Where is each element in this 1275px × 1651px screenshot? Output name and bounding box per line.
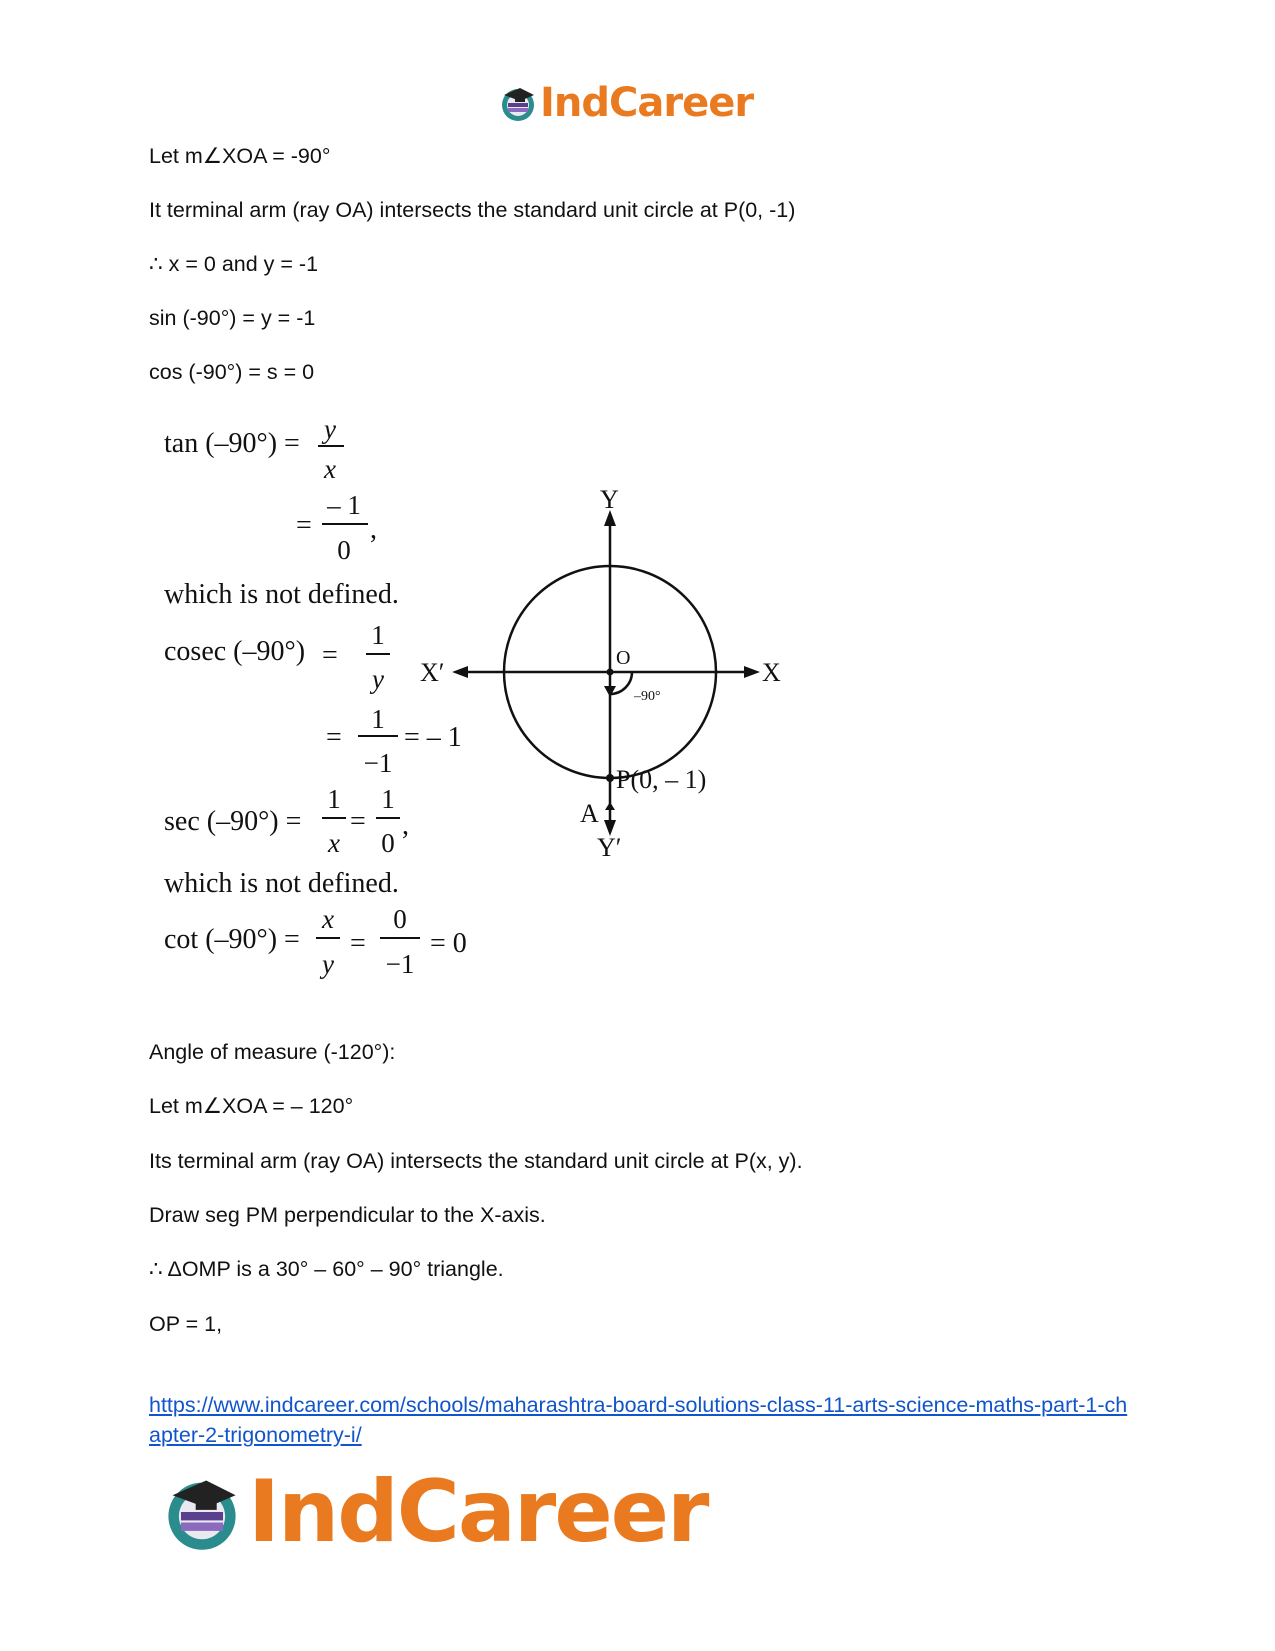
tan-denominator: x	[324, 454, 336, 484]
point-p	[606, 774, 614, 782]
text-line: Its terminal arm (ray OA) intersects the standard unit circle at P(x, y).	[149, 1149, 803, 1173]
text-line: Draw seg PM perpendicular to the X-axis.	[149, 1203, 546, 1227]
cot-result: = 0	[430, 928, 467, 959]
text-line: It terminal arm (ray OA) intersects the standard unit circle at P(0, -1)	[149, 198, 796, 222]
sec-lhs: sec (–90°) =	[164, 806, 302, 837]
origin-point	[607, 669, 614, 676]
angle-arrowhead	[604, 686, 616, 697]
cosec-denominator: y	[372, 664, 384, 694]
text-line: cos (-90°) = s = 0	[149, 360, 315, 384]
label-x: X	[762, 658, 781, 687]
logo-text: IndCareer	[540, 80, 754, 126]
graduation-cap-globe-icon	[160, 1470, 244, 1554]
equals-sign: =	[296, 510, 312, 541]
text-line: OP = 1,	[149, 1312, 223, 1336]
zero-denominator: 0	[337, 535, 351, 565]
cosec2-result: = – 1	[404, 722, 462, 753]
label-origin: O	[616, 647, 631, 669]
cosec-numerator: 1	[371, 620, 385, 650]
text-line: sin (-90°) = y = -1	[149, 306, 316, 330]
label-angle: –90°	[634, 689, 661, 704]
not-defined-text: which is not defined.	[164, 579, 399, 610]
label-y-prime: Y′	[597, 833, 622, 862]
logo-text: IndCareer	[248, 1462, 708, 1562]
trig-figure	[150, 418, 800, 1008]
comma: ,	[402, 810, 409, 841]
minus-one-numerator: – 1	[327, 490, 361, 520]
label-y: Y	[600, 485, 619, 514]
equals-sign: =	[322, 640, 338, 671]
text-line: ∴ ΔOMP is a 30° – 60° – 90° triangle.	[149, 1257, 504, 1281]
cosec-lhs: cosec (–90°)	[164, 636, 306, 667]
label-a: A	[580, 799, 599, 828]
text-line: Angle of measure (-120°):	[149, 1040, 396, 1064]
x-prime-arrowhead	[452, 666, 468, 678]
header-logo	[498, 78, 753, 128]
cot-lhs: cot (–90°) =	[164, 924, 300, 955]
cot-numerator-1: x	[322, 904, 334, 934]
sec-numerator-1: 1	[327, 784, 341, 814]
sec-numerator-2: 1	[381, 784, 395, 814]
cosec2-numerator: 1	[371, 704, 385, 734]
cot-numerator-2: 0	[393, 904, 407, 934]
equals-sign: =	[350, 806, 366, 837]
unit-circle-diagram	[460, 518, 752, 828]
equals-sign: =	[350, 928, 366, 959]
sec-denominator-2: 0	[381, 828, 395, 858]
text-line: Let m∠XOA = -90°	[149, 144, 331, 168]
graduation-cap-globe-icon	[498, 83, 538, 123]
label-point-p: P(0, – 1)	[616, 765, 707, 794]
sec-denominator-1: x	[328, 828, 340, 858]
comma: ,	[370, 514, 377, 545]
ray-arrowhead	[605, 802, 615, 810]
cot-denominator-1: y	[322, 949, 334, 979]
text-line: ∴ x = 0 and y = -1	[149, 252, 319, 276]
x-arrowhead	[744, 666, 760, 678]
text-line: Let m∠XOA = – 120°	[149, 1094, 354, 1118]
not-defined-text: which is not defined.	[164, 868, 399, 899]
tan-numerator: y	[324, 418, 336, 444]
equals-sign: =	[326, 722, 342, 753]
cot-denominator-2: −1	[385, 949, 415, 979]
label-x-prime: X′	[420, 658, 445, 687]
source-link[interactable]: https://www.indcareer.com/schools/maharashtra-board-solutions-class-11-arts-science-maths-part-1-chapter-2-trigonometry-i/	[149, 1393, 1128, 1447]
cosec2-denominator: −1	[363, 748, 393, 778]
footer-logo	[160, 1462, 707, 1562]
tan-lhs: tan (–90°) =	[164, 428, 300, 459]
